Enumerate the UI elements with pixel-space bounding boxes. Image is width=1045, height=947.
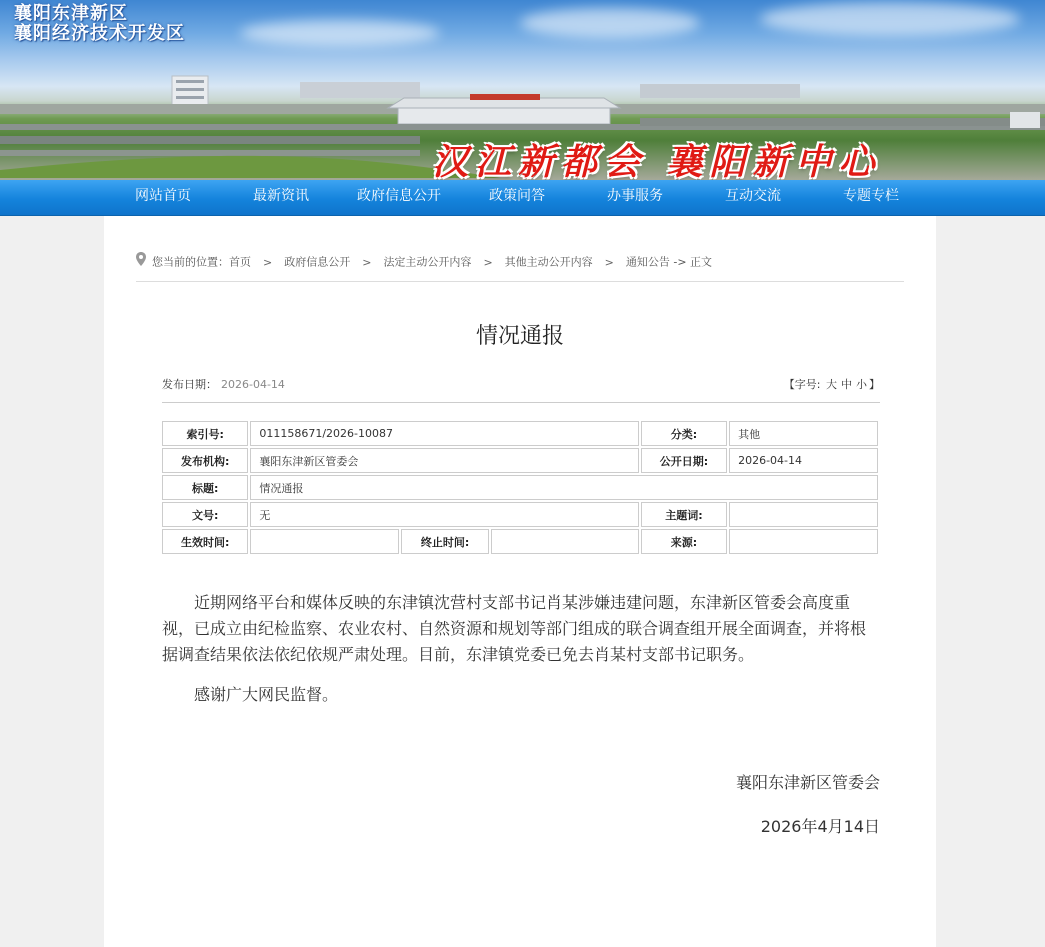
breadcrumb-other[interactable]: 其他主动公开内容	[504, 255, 593, 269]
category-label: 分类:	[641, 421, 727, 446]
page-title: 情况通报	[475, 324, 564, 349]
info-table	[160, 419, 880, 556]
font-size-label: 【字号:	[783, 378, 821, 391]
table-row	[162, 421, 878, 446]
breadcrumb-separator: >	[263, 255, 273, 269]
article-paragraph: 感谢广大网民监督。	[194, 685, 339, 704]
breadcrumb-separator: >	[362, 255, 372, 269]
index-label: 索引号:	[162, 421, 248, 446]
nav-item-gov-info[interactable]: 政府信息公开	[357, 188, 441, 204]
breadcrumb-prefix: 您当前的位置：	[152, 255, 229, 269]
table-row	[162, 475, 878, 500]
article-paragraph: 近期网络平台和媒体反映的东津镇沈营村支部书记肖某涉嫌违建问题，东津新区管委会高度重视，已成立由纪检监察、农业农村、自然资源和规划等部门组成的联合调查组开展全面调查，并将根据调查结果依法依纪依规严肃处理。目前，东津镇党委已免去肖某村支部书记职务。	[162, 593, 867, 664]
font-size-control	[784, 376, 880, 392]
font-medium-button[interactable]: 中	[841, 378, 852, 391]
publish-date-label: 发布日期：	[162, 378, 217, 391]
font-large-button[interactable]: 大	[826, 378, 837, 391]
breadcrumb-gov-info[interactable]: 政府信息公开	[284, 255, 351, 269]
site-name-line2: 襄阳经济技术开发区	[14, 23, 185, 44]
keyword-value	[729, 502, 878, 527]
effective-label: 生效时间:	[162, 529, 248, 554]
breadcrumb-separator: >	[604, 255, 614, 269]
publish-date: 2026-04-14	[221, 378, 285, 391]
main-nav	[0, 180, 1045, 216]
table-row	[162, 529, 878, 554]
doc-no-value: 无	[250, 502, 638, 527]
end-label: 终止时间:	[401, 529, 490, 554]
org-value: 襄阳东津新区管委会	[250, 448, 638, 473]
article-body	[162, 590, 880, 722]
end-value	[491, 529, 638, 554]
font-size-close: 】	[869, 378, 880, 391]
meta-divider	[162, 402, 880, 403]
site-name-line1: 襄阳东津新区	[14, 3, 128, 24]
nav-item-news[interactable]: 最新资讯	[253, 188, 309, 204]
font-small-button[interactable]: 小	[856, 378, 867, 391]
source-label: 来源:	[641, 529, 727, 554]
nav-item-services[interactable]: 办事服务	[607, 188, 663, 204]
table-row	[162, 502, 878, 527]
slogan: 汉江新都会 襄阳新中心	[432, 141, 882, 180]
title-label: 标题:	[162, 475, 248, 500]
nav-item-home[interactable]: 网站首页	[135, 188, 191, 204]
keyword-label: 主题词:	[641, 502, 727, 527]
nav-item-topics[interactable]: 专题专栏	[843, 188, 899, 204]
open-date-value: 2026-04-14	[729, 448, 878, 473]
breadcrumb-separator: >	[483, 255, 493, 269]
breadcrumb-notice[interactable]: 通知公告 -> 正文	[625, 255, 713, 269]
doc-no-label: 文号:	[162, 502, 248, 527]
nav-item-policy-qa[interactable]: 政策问答	[489, 188, 545, 204]
source-value	[729, 529, 878, 554]
index-value: 011158671/2026-10087	[250, 421, 638, 446]
breadcrumb	[136, 252, 904, 272]
category-value: 其他	[729, 421, 878, 446]
article-meta	[162, 376, 880, 392]
breadcrumb-statutory[interactable]: 法定主动公开内容	[383, 255, 472, 269]
effective-value	[250, 529, 398, 554]
location-pin-icon	[136, 252, 146, 273]
article-signature: 襄阳东津新区管委会	[735, 773, 880, 792]
article-sign-date: 2026年4月14日	[760, 817, 880, 836]
breadcrumb-home[interactable]: 首页	[229, 255, 251, 269]
content-panel	[104, 216, 936, 947]
site-name[interactable]	[14, 4, 185, 44]
nav-item-interaction[interactable]: 互动交流	[725, 188, 781, 204]
breadcrumb-divider	[136, 281, 904, 282]
title-value: 情况通报	[250, 475, 878, 500]
open-date-label: 公开日期:	[641, 448, 727, 473]
org-label: 发布机构:	[162, 448, 248, 473]
table-row	[162, 448, 878, 473]
header-banner	[0, 0, 1045, 180]
